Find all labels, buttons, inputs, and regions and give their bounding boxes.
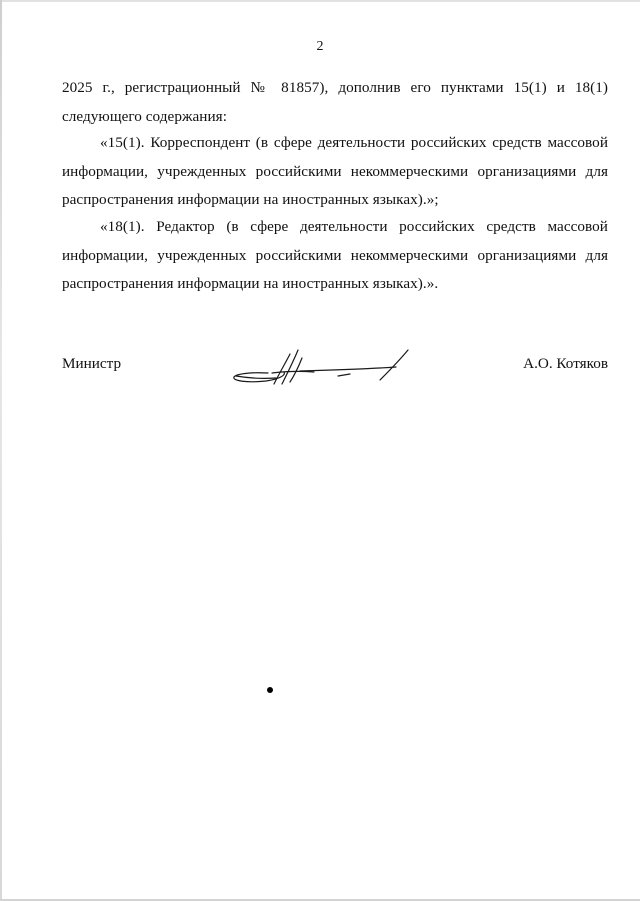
signatory-role: Министр — [62, 355, 122, 372]
scan-speck — [267, 687, 273, 693]
scan-edge-left — [0, 0, 2, 901]
scan-edge-top — [0, 0, 640, 2]
signatory-name: А.О. Котяков — [523, 355, 608, 372]
handwritten-signature — [228, 342, 418, 392]
paragraph-item-15-1: «15(1). Корреспондент (в сфере деятельности российских средств массовой информации, учрежденных российскими некоммерческими организациями для распространения информации на иностранных языках).»; — [62, 134, 608, 209]
paragraph-item-18-1: «18(1). Редактор (в сфере деятельности российских средств массовой информации, учрежденных российскими некоммерческими организациями для распространения информации на иностранных языках).». — [62, 218, 608, 293]
page-number: 2 — [316, 39, 324, 54]
paragraph-continuation: 2025 г., регистрационный № 81857), дополнив его пунктами 15(1) и 18(1) следующего содержания: — [62, 79, 608, 125]
